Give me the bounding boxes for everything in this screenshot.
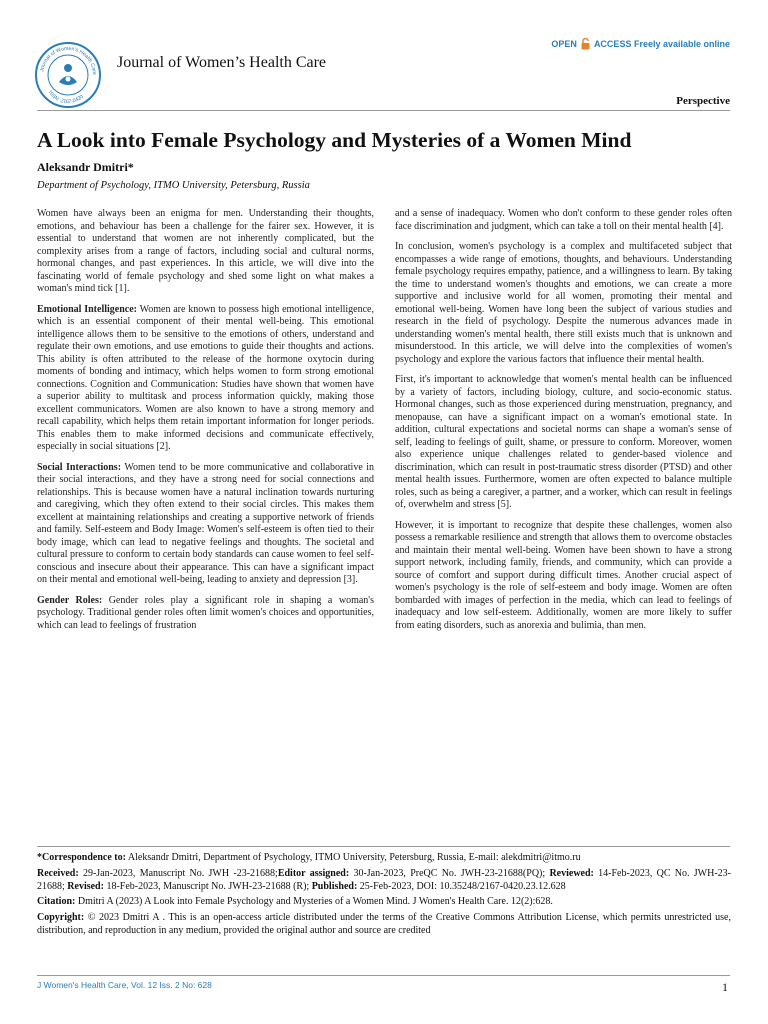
page-number: 1 <box>722 980 728 994</box>
citation-label: Citation: <box>37 896 76 908</box>
article-footnotes <box>37 852 731 941</box>
heading-gender-roles: Gender Roles: <box>37 594 103 606</box>
citation-text: Dmitri A (2023) A Look into Female Psychology and Mysteries of a Women Mind. J Women's Health Care. 12(2):628. <box>75 896 553 908</box>
page-footer-divider <box>37 975 730 976</box>
editor-label: Editor assigned: <box>277 867 350 879</box>
paragraph-gender-roles <box>37 595 374 633</box>
article-title: A Look into Female Psychology and Mysteries of a Women Mind <box>37 128 632 152</box>
paragraph-social-interactions <box>37 462 374 587</box>
journal-title: Journal of Women’s Health Care <box>117 54 327 71</box>
received-label: Received: <box>37 867 79 879</box>
author-affiliation: Department of Psychology, ITMO University, Petersburg, Russia <box>37 180 310 191</box>
journal-reference: J Women's Health Care, Vol. 12 Iss. 2 No: 628 <box>37 980 212 990</box>
paragraph-intro: Women have always been an enigma for men. Understanding their thoughts, emotions, and behaviour has been a challenge for the fairer sex. However, it is essential to understand that women are not inherently complicated, but the complexity arises from a range of factors, including social and cultural norms, hormonal changes, and past experiences. In this article, we will dive into the fascinating world of female psychology and shed some light on what makes a woman's mind tick [1]. <box>37 208 374 294</box>
header-divider <box>37 110 730 111</box>
logo-ring-text: Journal of Women's Health Care <box>39 45 98 76</box>
paragraph-conclusion: In conclusion, women's psychology is a complex and multifaceted subject that encompasses a wide range of emotions, thoughts, and behaviours. Understanding female psychology requires empathy, patience, and a willingness to learn. By taking the time to understand women's thoughts and emotions, we can create a more supportive and inclusive world for all women, promoting their mental and emotional well-being. Women have long been the subject of various studies and research in the field of psychology. Despite the numerous advances made in understanding women's mental health, there still exists much that is unknown and misunderstood. In this article, we will delve into the complexities of women's psychology and explore the various factors that influence their mental health. <box>395 241 732 365</box>
logo-issn: ISSN: 2167-0420 <box>46 90 85 106</box>
heading-emotional-intelligence: Emotional Intelligence: <box>37 303 137 315</box>
left-column <box>37 208 374 640</box>
correspondence-label: *Correspondence to: <box>37 852 126 863</box>
body-social-interactions: Women tend to be more communicative and collaborative in their social interactions, and they have a strong need for social connections and relationships. This is because women have a natural inclination towards nurturing and caregiving, which they often extend to their social circles. This makes them excellent at maintaining relationships and creating a supportive network of friends and family. Self-esteem and Body Image: Women's self-esteem is often tied to their body image, which can lead to negative feelings and thoughts. The societal and cultural pressure to conform to certain body standards can cause women to feel self-conscious and insecure about their appearance. This can have a significant impact on their mental and emotional well-being, leading to anxiety and depression [3]. <box>37 461 375 585</box>
journal-logo <box>33 40 103 110</box>
published-label: Published: <box>311 880 358 892</box>
revised-text: 18-Feb-2023, Manuscript No. JWH-23-21688 (R); <box>103 880 310 892</box>
copyright-label: Copyright: <box>37 912 85 924</box>
paragraph-emotional-intelligence <box>37 304 374 454</box>
open-access-badge <box>551 38 730 50</box>
body-emotional-intelligence: Women are known to possess high emotional intelligence, which is an essential component of their mental well-being. This emotional intelligence allows them to be sensitive to the emotions of others, understand and regulate their own emotions, and use emotions to guide their thoughts and actions. This ability is often attributed to the release of the hormone oxytocin during moments of bonding and intimacy, which helps women to form strong emotional connections. Cognition and Communication: Studies have shown that women have a superior ability to multitask and process information quickly, making those excellent communicators. Women are also known to have a strong memory and recall capability, which helps them retain important information for longer periods. This enables them to make informed decisions and communicate effectively, especially in social situations [2]. <box>37 303 374 452</box>
received-text: 29-Jan-2023, Manuscript No. JWH -23-21688; <box>78 867 278 879</box>
open-lock-icon <box>580 38 591 50</box>
article-history <box>37 868 731 894</box>
author-name: Aleksandr Dmitri* <box>37 160 134 174</box>
published-text: 25-Feb-2023, DOI: 10.35248/2167-0420.23.12.628 <box>357 880 566 892</box>
editor-text: 30-Jan-2023, PreQC No. JWH-23-21688(PQ); <box>349 867 546 879</box>
paragraph-continuation: and a sense of inadequacy. Women who don't conform to these gender roles often face discrimination and judgment, which can take a toll on their mental health [4]. <box>395 208 732 232</box>
heading-social-interactions: Social Interactions: <box>37 461 122 473</box>
open-access-text: ACCESS Freely available online <box>593 39 730 49</box>
article-type: Perspective <box>676 95 730 107</box>
paragraph-resilience: However, it is important to recognize that despite these challenges, women also possess a remarkable resilience and strength that allows them to overcome obstacles and maintain their mental well-being. Women have been shown to have a strong support network, including family, friends, and community, which can provide a source of comfort and support during difficult times. Another crucial aspect of women's psychology is the role of self-esteem and body image. Women are often bombarded with images of perfection in the media, which can lead to feelings of inadequacy and low self-esteem. Additionally, women are more likely to suffer from eating disorders, such as anorexia and bulimia, than men. <box>395 519 732 631</box>
mother-child-icon <box>59 64 77 85</box>
body-gender-roles: Gender roles play a significant role in shaping a woman's psychology. Traditional gender roles often limit women's choices and opportunities, which can lead to feelings of frustration <box>37 594 374 631</box>
paragraph-factors: First, it's important to acknowledge that women's mental health can be influenced by a variety of factors, including biology, culture, and socio-economic status. Hormonal changes, such as those experienced during menstruation, pregnancy, and menopause, can have a significant impact on a woman's emotional state. In addition, cultural expectations and societal norms can shape a woman's sense of self, leading to feelings of guilt, shame, or pressure to conform. Moreover, women also experience unique challenges related to gender-based violence and discrimination, which can result in post-traumatic stress disorder (PTSD) and other mental health issues. Furthermore, women are often expected to balance multiple roles, such as being a caregiver, a partner, and a worker, which can result in feelings of, overwhelm and stress [5]. <box>395 374 732 510</box>
copyright-text: © 2023 Dmitri A . This is an open-access article distributed under the terms of the Creative Commons Attribution License, which permits unrestricted use, distribution, and reproduction in any medium, provided the original author and source are credited <box>37 912 731 936</box>
right-column <box>395 208 732 640</box>
open-access-open: OPEN <box>551 39 577 49</box>
footer-divider <box>37 846 730 847</box>
correspondence <box>37 852 731 865</box>
reviewed-text: 14-Feb-2023, QC No. JWH-23-21688; <box>37 867 731 892</box>
correspondence-text: Aleksandr Dmitri, Department of Psychology, ITMO University, Petersburg, Russia, E-mail: alekdmitri@itmo.ru <box>125 852 581 863</box>
revised-label: Revised: <box>67 880 104 892</box>
copyright <box>37 912 731 938</box>
citation <box>37 896 731 909</box>
reviewed-label: Reviewed: <box>549 867 594 879</box>
